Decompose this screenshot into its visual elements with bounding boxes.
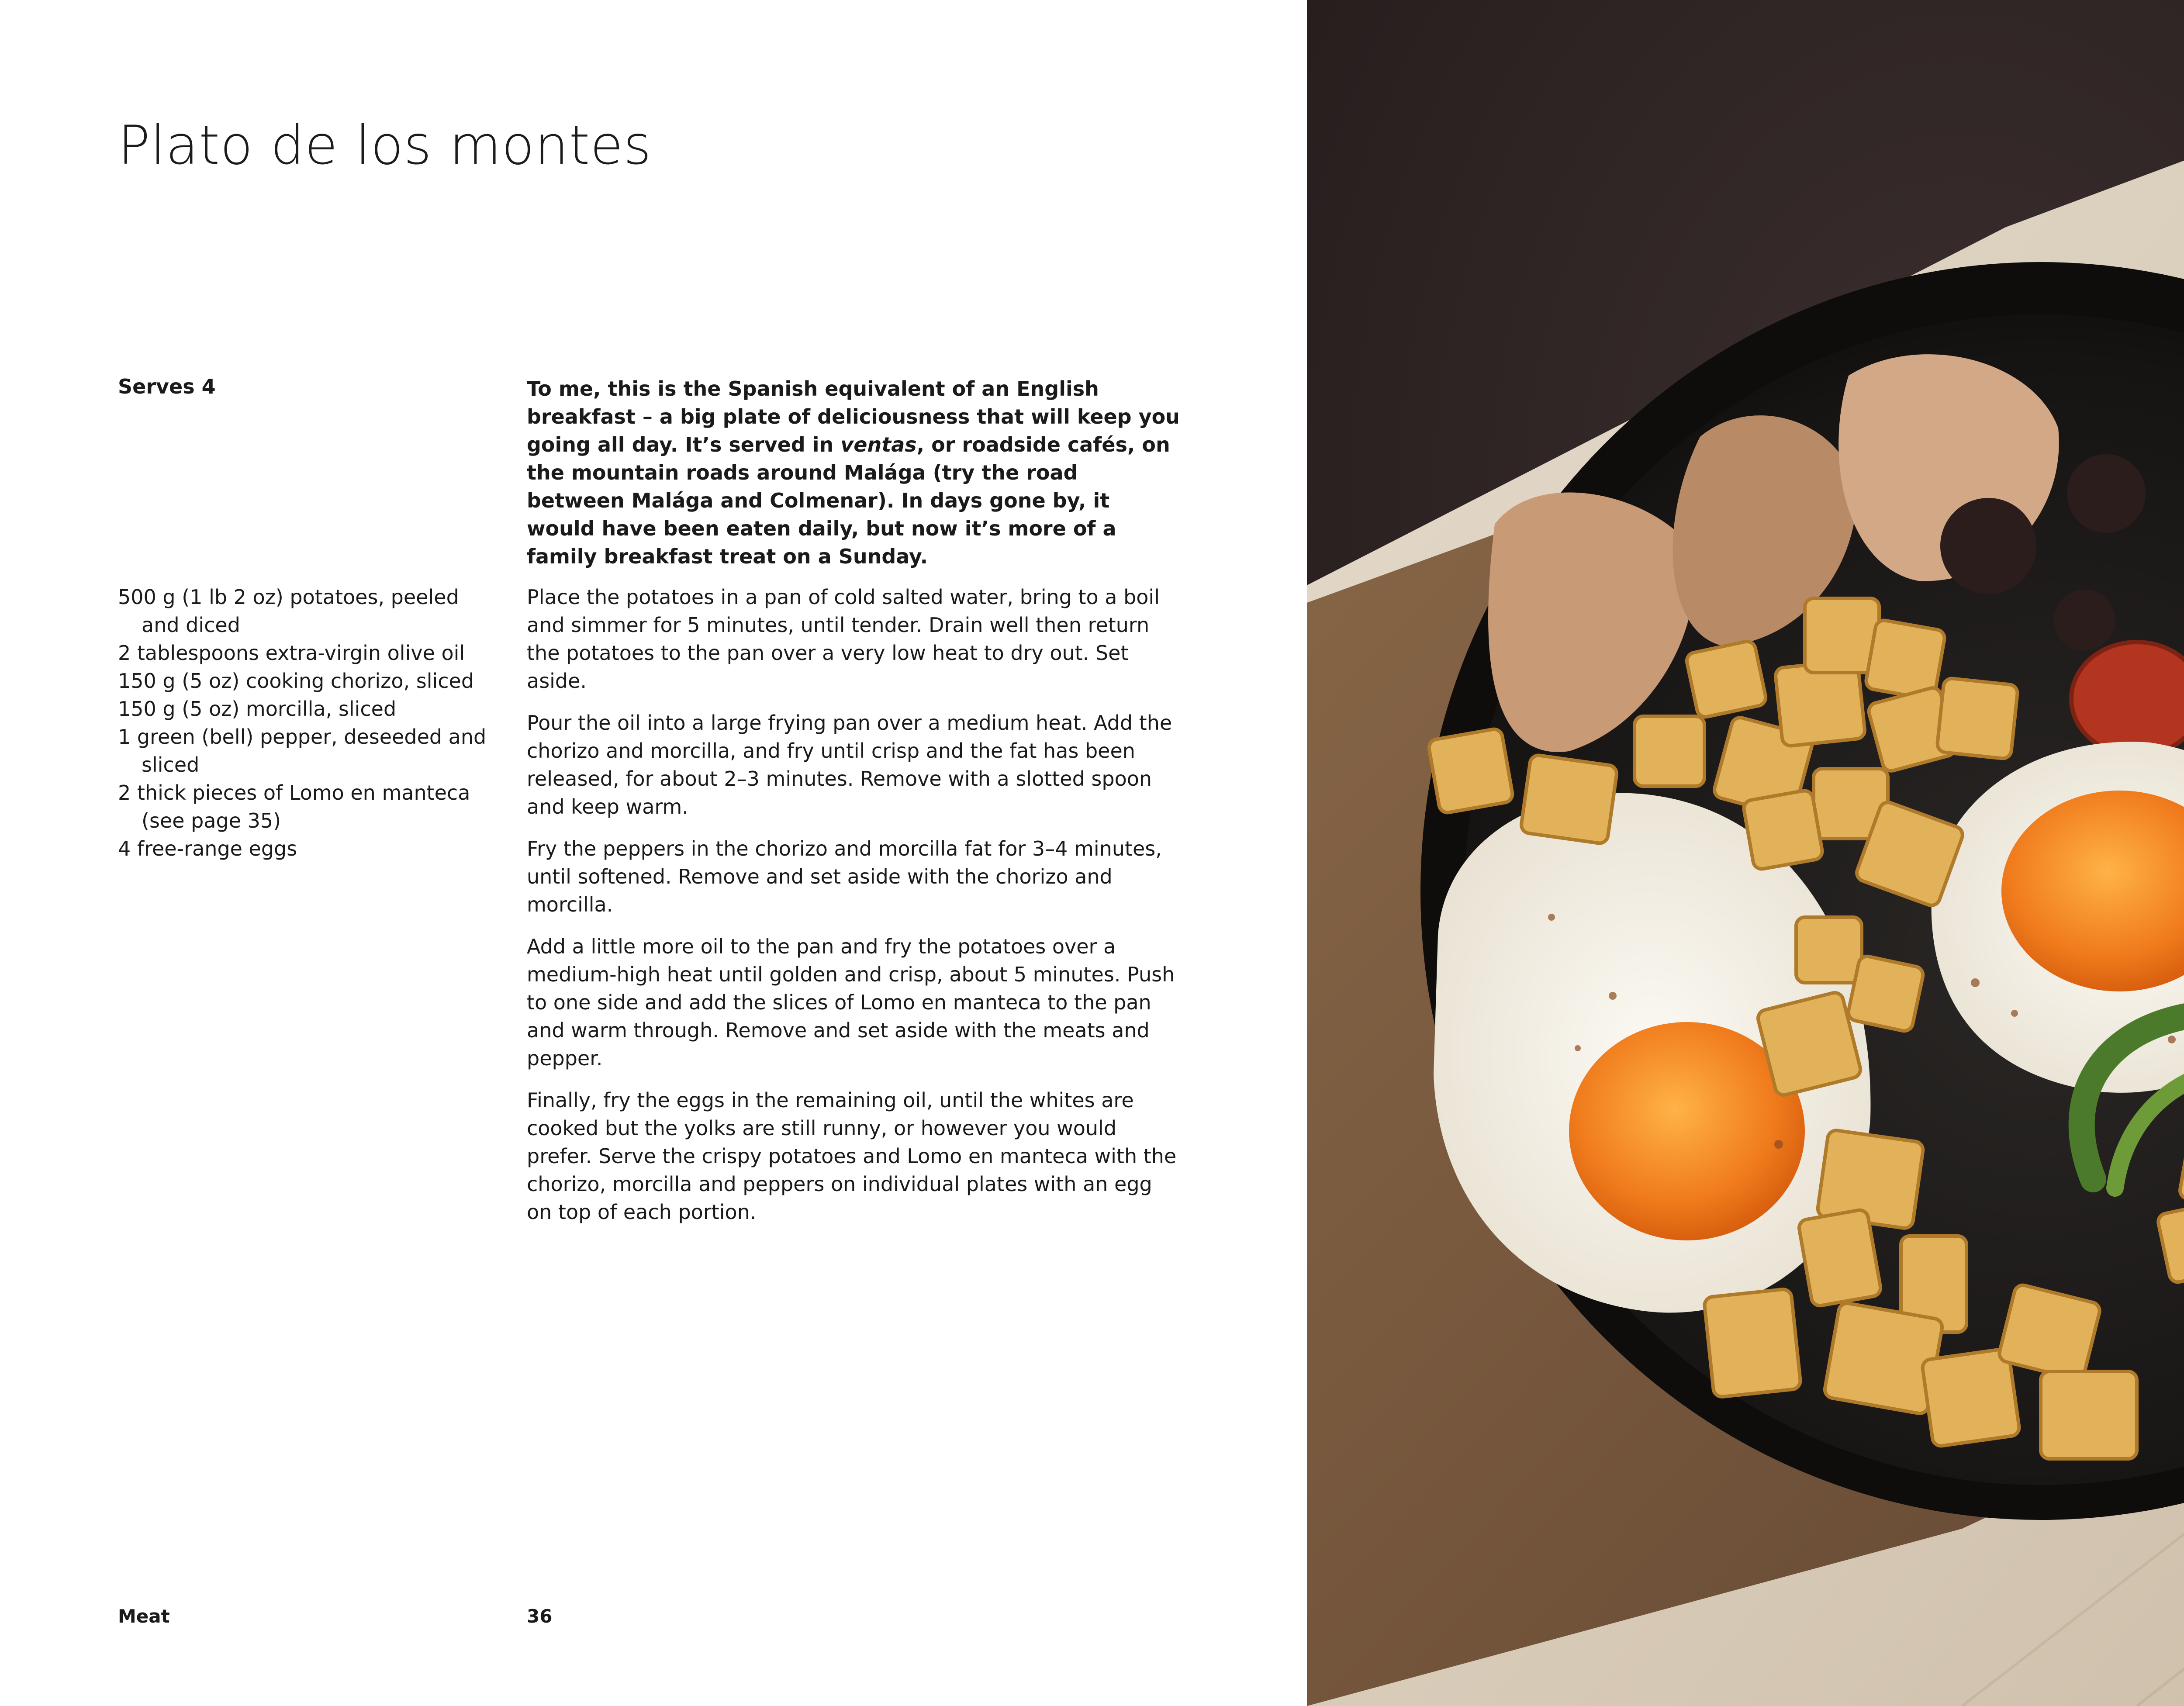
ingredient-item: 2 thick pieces of Lomo en manteca (see page 35): [118, 781, 470, 832]
recipe-intro: [527, 375, 1182, 570]
page-number: 36: [527, 1606, 553, 1627]
intro-text-2: , or roadside cafés, on the mountain roads around Malága (try the road between Malága and Colmenar). In days gone by, it would have been eaten daily, but now it’s more of a family breakfast treat on a Sunday.: [527, 433, 1170, 568]
ingredient-item: 2 tablespoons extra-virgin olive oil: [118, 641, 465, 665]
intro-text-1: To me, this is the Spanish equivalent of an English breakfast – a big plate of deliciousness that will keep you going all day. It’s served in: [527, 377, 1180, 456]
dish-photo-illustration: [1307, 0, 2184, 1706]
method-steps: [527, 583, 1182, 1240]
method-step: Pour the oil into a large frying pan over a medium heat. Add the chorizo and morcilla, and fry until crisp and the fat has been released, for about 2–3 minutes. Remove with a slotted spoon and keep warm.: [527, 711, 1172, 818]
method-step: Add a little more oil to the pan and fry the potatoes over a medium-high heat until golden and crisp, about 5 minutes. Push to one side and add the slices of Lomo en manteca to the pan and warm through. Remove and set aside with the meats and pepper.: [527, 935, 1175, 1070]
footer-section-label: Meat: [118, 1606, 170, 1627]
recipe-title: Plato de los montes: [118, 114, 652, 176]
method-step: Finally, fry the eggs in the remaining oil, until the whites are cooked but the yolks are still runny, or however you would prefer. Serve the crispy potatoes and Lomo en manteca with the chorizo, morcilla and peppers on individual plates with an egg on top of each portion.: [527, 1088, 1177, 1224]
ingredient-item: 4 free-range eggs: [118, 837, 297, 860]
method-step: Fry the peppers in the chorizo and morcilla fat for 3–4 minutes, until softened. Remove and set aside with the chorizo and morcilla.: [527, 837, 1162, 916]
dish-photo: [1307, 0, 2184, 1706]
method-step: Place the potatoes in a pan of cold salted water, bring to a boil and simmer for 5 minutes, until tender. Drain well then return the potatoes to the pan over a very low heat to dry out. Set aside.: [527, 585, 1160, 693]
ingredients-list: [118, 583, 494, 863]
serves-label: Serves 4: [118, 375, 216, 398]
ingredient-item: 500 g (1 lb 2 oz) potatoes, peeled and diced: [118, 585, 459, 637]
intro-italic-word: ventas: [840, 433, 917, 456]
ingredient-item: 1 green (bell) pepper, deseeded and sliced: [118, 725, 487, 777]
ingredient-item: 150 g (5 oz) cooking chorizo, sliced: [118, 669, 474, 693]
ingredient-item: 150 g (5 oz) morcilla, sliced: [118, 697, 397, 721]
